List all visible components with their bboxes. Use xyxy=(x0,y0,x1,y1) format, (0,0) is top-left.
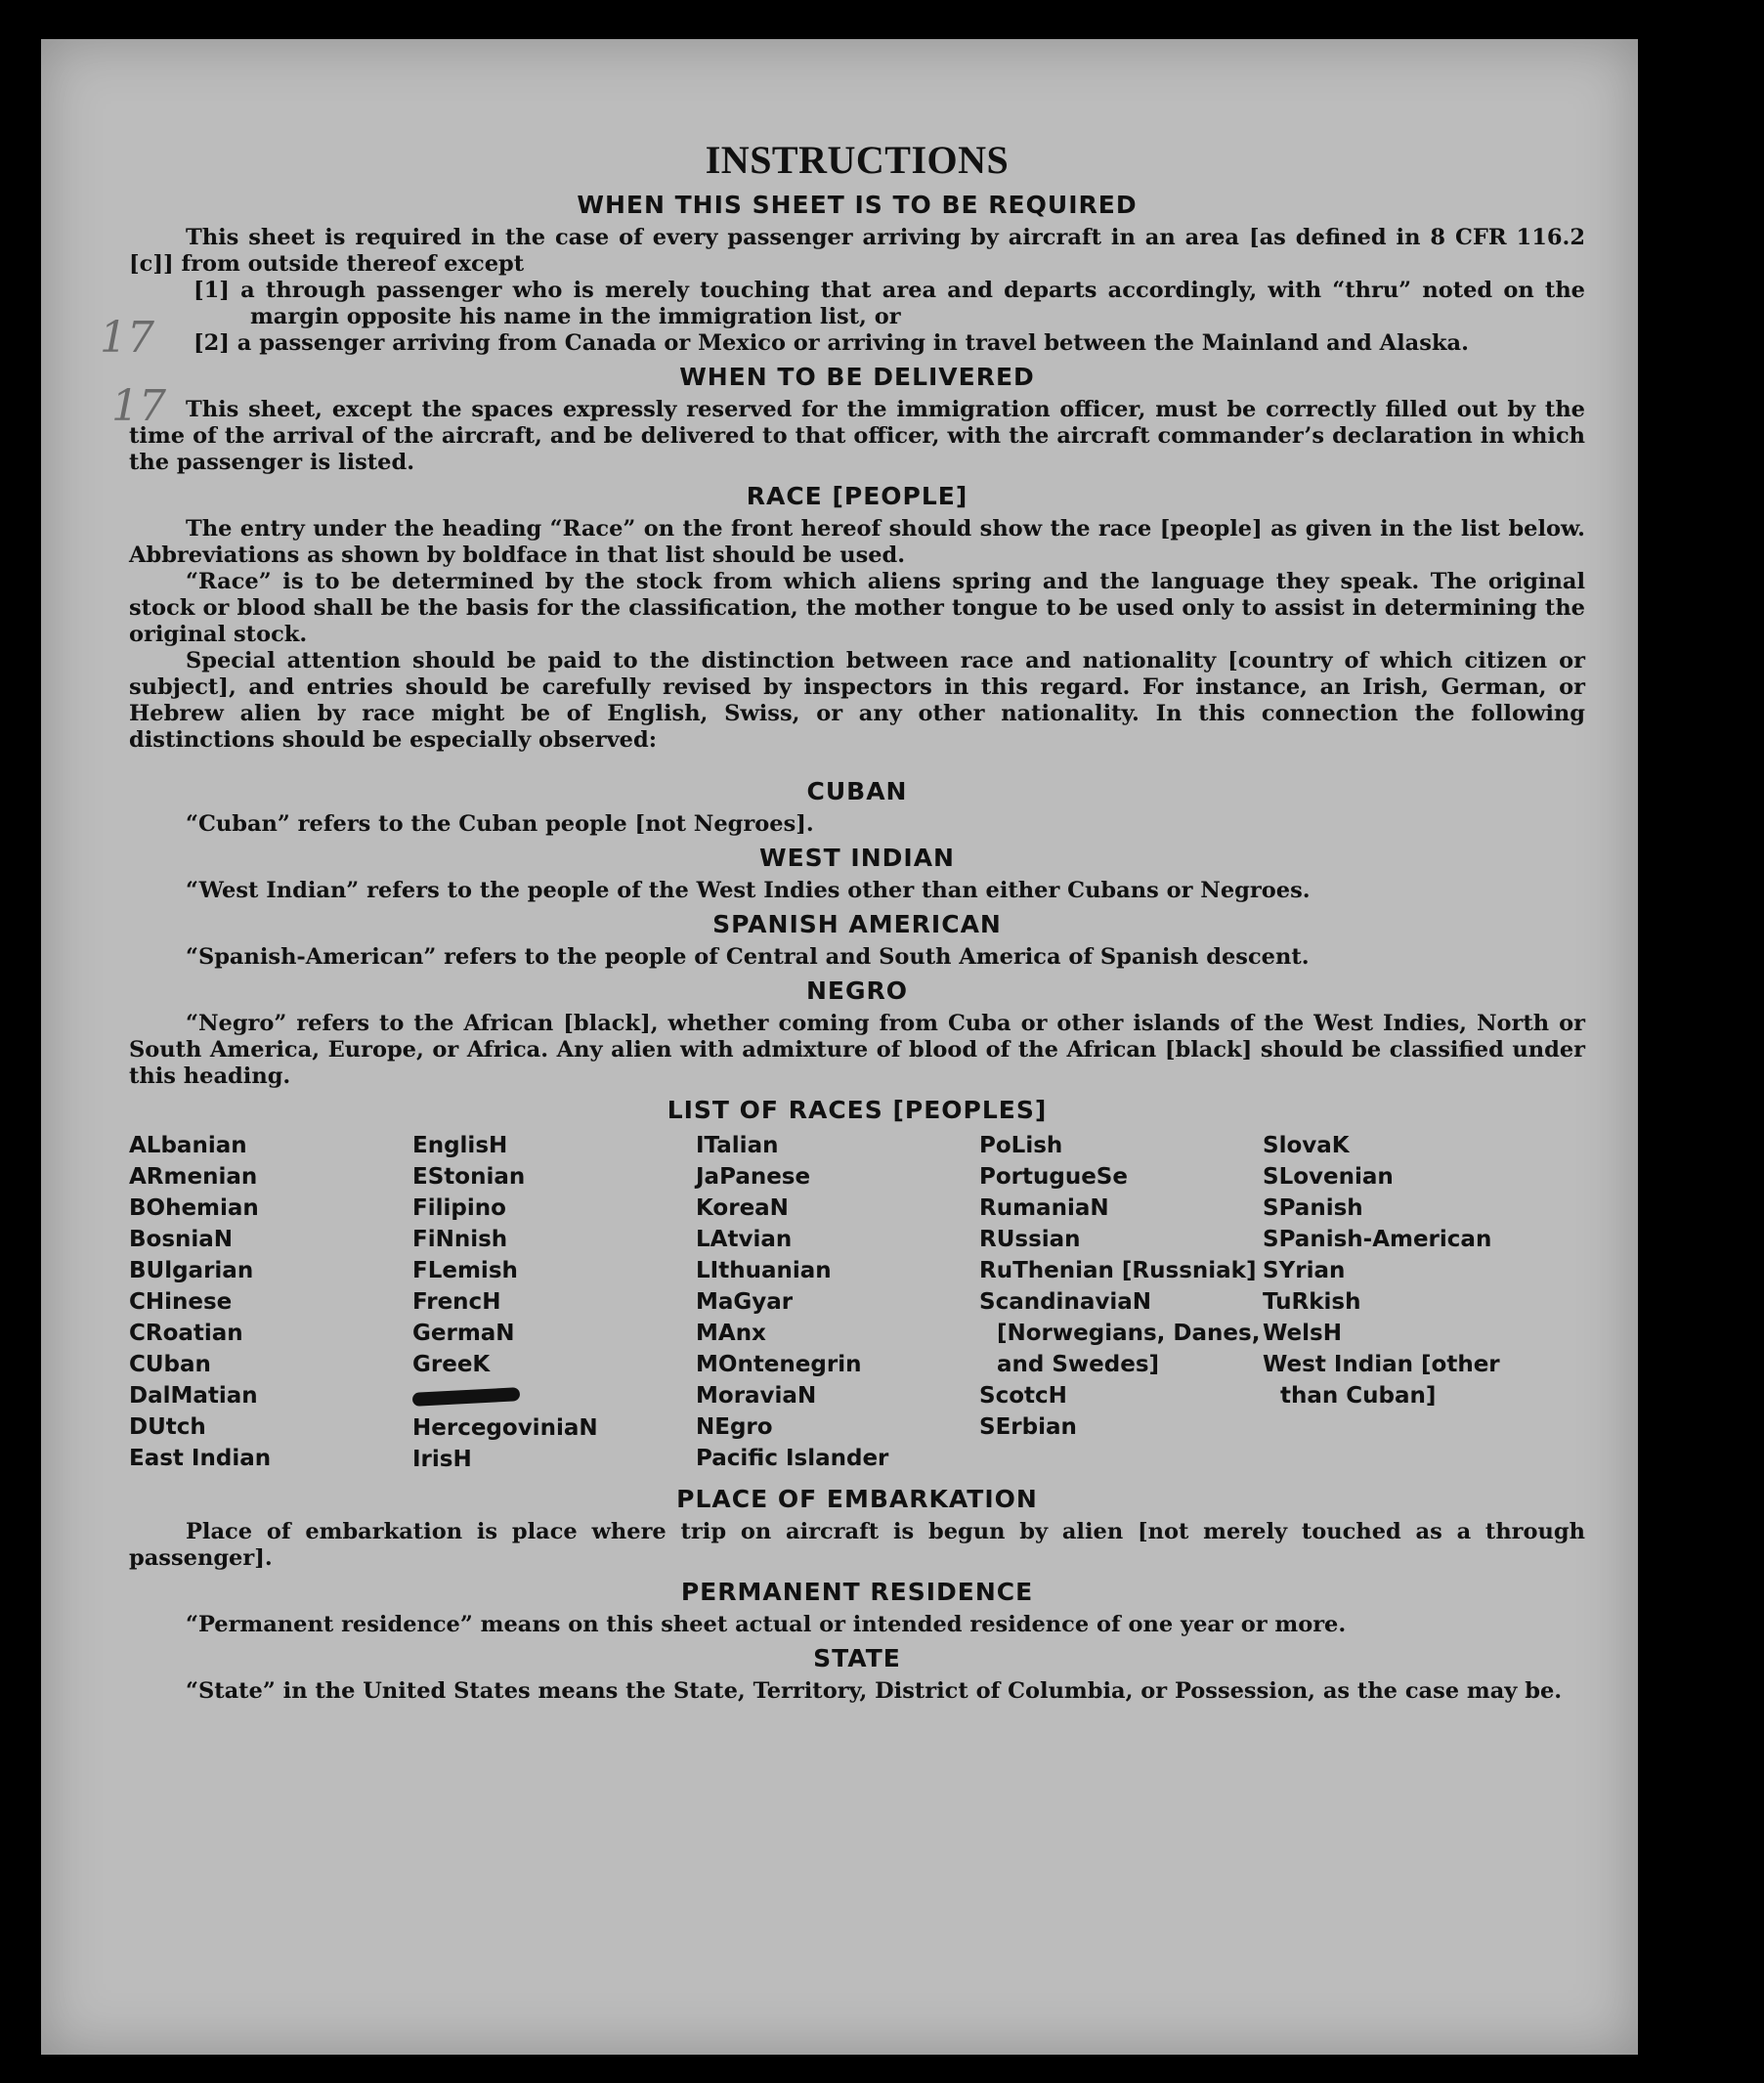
race-entry: FrencH xyxy=(412,1289,501,1315)
race-entry: BUlgarian xyxy=(129,1258,254,1283)
document-sheet xyxy=(41,39,1638,2055)
race-entry: LIthuanian xyxy=(696,1258,832,1283)
race-entry: CHinese xyxy=(129,1289,233,1315)
heading-west-indian: WEST INDIAN xyxy=(759,844,955,872)
race-paragraph-3: Special attention should be paid to the distinction between race and nationality [country of which citizen or subject], and entries should be carefully revised by inspectors in this regard. For instance, an Irish, German, or Hebrew alien by race might be of English, Swiss, or any other nationality. In this connection the following distinctions should be especially observed: xyxy=(129,648,1585,753)
race-entry: ScotcH xyxy=(979,1383,1067,1409)
race-entry: SErbian xyxy=(979,1414,1077,1440)
races-column-5 xyxy=(1263,1130,1546,1475)
race-entry: SPanish-American xyxy=(1263,1227,1492,1252)
race-entry: DUtch xyxy=(129,1414,206,1440)
race-entry: MaGyar xyxy=(696,1289,794,1315)
race-entry: LAtvian xyxy=(696,1227,793,1252)
races-column-2 xyxy=(412,1130,696,1475)
race-entry: Filipino xyxy=(412,1195,506,1221)
heading-permanent-residence: PERMANENT RESIDENCE xyxy=(680,1578,1034,1606)
race-entry: TuRkish xyxy=(1263,1289,1361,1315)
exception-item-2: [2] a passenger arriving from Canada or Mexico or arriving in travel between the Mainland and Alaska. xyxy=(194,330,1469,356)
heading-race: RACE [PEOPLE] xyxy=(746,482,968,510)
spanish-american-text: “Spanish-American” refers to the people of Central and South America of Spanish descent. xyxy=(186,944,1310,970)
race-entry: CRoatian xyxy=(129,1321,243,1346)
race-entry: PortugueSe xyxy=(979,1164,1128,1190)
heading-spanish-american: SPANISH AMERICAN xyxy=(712,910,1002,938)
race-entry: SYrian xyxy=(1263,1258,1346,1283)
race-entry: ITalian xyxy=(696,1133,779,1158)
race-entry: SlovaK xyxy=(1263,1133,1350,1158)
heading-negro: NEGRO xyxy=(805,976,909,1005)
race-entry: ARmenian xyxy=(129,1164,258,1190)
race-entry: NEgro xyxy=(696,1414,773,1440)
race-entry: RUssian xyxy=(979,1227,1081,1252)
cuban-text: “Cuban” refers to the Cuban people [not Negroes]. xyxy=(186,811,814,837)
race-entry: EnglisH xyxy=(412,1133,508,1158)
redacted-entry xyxy=(412,1380,696,1412)
race-entry: BosniaN xyxy=(129,1227,234,1252)
race-entry: MOntenegrin xyxy=(696,1352,862,1377)
heading-state: STATE xyxy=(813,1644,901,1672)
when-delivered-text: This sheet, except the spaces expressly reserved for the immigration officer, must be correctly filled out by the time of the arrival of the aircraft, and be delivered to that officer, with the aircraft commander’s declaration in which the passenger is listed. xyxy=(129,397,1585,475)
race-entry: FLemish xyxy=(412,1258,518,1283)
races-list xyxy=(129,1130,1585,1475)
race-entry: GermaN xyxy=(412,1321,515,1346)
west-indian-text: “West Indian” refers to the people of the West Indies other than either Cubans or Negroes. xyxy=(186,878,1311,903)
negro-text: “Negro” refers to the African [black], whether coming from Cuba or other islands of the West Indies, North or South America, Europe, or Africa. Any alien with admixture of blood of the African [black] should be classified under this heading. xyxy=(129,1011,1585,1089)
embarkation-text: Place of embarkation is place where trip on aircraft is begun by alien [not merely touched as a through passenger]. xyxy=(129,1519,1585,1571)
race-entry: MAnx xyxy=(696,1321,766,1346)
handwritten-mark: 17 xyxy=(100,313,154,363)
page-title: INSTRUCTIONS xyxy=(705,138,1010,182)
race-entry: ScandinaviaN [Norwegians, Danes, and Swedes] xyxy=(979,1289,1261,1377)
race-entry: Pacific Islander xyxy=(696,1446,889,1471)
heading-when-required: WHEN THIS SHEET IS TO BE REQUIRED xyxy=(577,191,1138,219)
races-column-3 xyxy=(696,1130,979,1475)
race-entry: West Indian [other than Cuban] xyxy=(1263,1352,1500,1409)
exception-item-1: [1] a through passenger who is merely touching that area and departs accordingly, with “thru” noted on the margin opposite his name in the immigration list, or xyxy=(194,278,1585,329)
race-entry: MoraviaN xyxy=(696,1383,817,1409)
heading-cuban: CUBAN xyxy=(806,777,908,805)
permanent-residence-text: “Permanent residence” means on this sheet actual or intended residence of one year or more. xyxy=(186,1612,1347,1637)
race-entry: FiNnish xyxy=(412,1227,508,1252)
race-entry: RuThenian [Russniak] xyxy=(979,1258,1257,1283)
race-entry: KoreaN xyxy=(696,1195,789,1221)
race-entry: CUban xyxy=(129,1352,211,1377)
race-entry: EStonian xyxy=(412,1164,526,1190)
instructions-content xyxy=(129,137,1585,1705)
races-column-1 xyxy=(129,1130,412,1475)
races-column-4 xyxy=(979,1130,1263,1475)
race-entry: ALbanian xyxy=(129,1133,247,1158)
race-paragraph-2: “Race” is to be determined by the stock from which aliens spring and the language they speak. The original stock or blood shall be the basis for the classification, the mother tongue to be used only to assist in determining the original stock. xyxy=(129,569,1585,647)
when-required-intro: This sheet is required in the case of every passenger arriving by aircraft in an area [as defined in 8 CFR 116.2 [c]] from outside thereof except xyxy=(129,225,1585,277)
handwritten-mark: 17 xyxy=(111,381,166,431)
race-entry: SPanish xyxy=(1263,1195,1363,1221)
race-entry: WelsH xyxy=(1263,1321,1342,1346)
state-text: “State” in the United States means the State, Territory, District of Columbia, or Possession, as the case may be. xyxy=(186,1678,1563,1704)
race-entry: DalMatian xyxy=(129,1383,258,1409)
heading-when-delivered: WHEN TO BE DELIVERED xyxy=(679,363,1035,391)
race-entry: JaPanese xyxy=(696,1164,811,1190)
race-entry: SLovenian xyxy=(1263,1164,1394,1190)
race-entry: East Indian xyxy=(129,1446,272,1471)
race-entry: RumaniaN xyxy=(979,1195,1109,1221)
redaction-mark xyxy=(412,1387,521,1407)
race-entry: GreeK xyxy=(412,1352,491,1377)
race-entry: BOhemian xyxy=(129,1195,259,1221)
race-entry: IrisH xyxy=(412,1447,472,1472)
race-entry: PoLish xyxy=(979,1133,1063,1158)
heading-embarkation: PLACE OF EMBARKATION xyxy=(676,1485,1038,1513)
race-entry: HercegoviniaN xyxy=(412,1415,598,1441)
heading-list-of-races: LIST OF RACES [PEOPLES] xyxy=(667,1096,1048,1124)
race-paragraph-1: The entry under the heading “Race” on the front hereof should show the race [people] as given in the list below. Abbreviations as shown by boldface in that list should be used. xyxy=(129,516,1585,568)
